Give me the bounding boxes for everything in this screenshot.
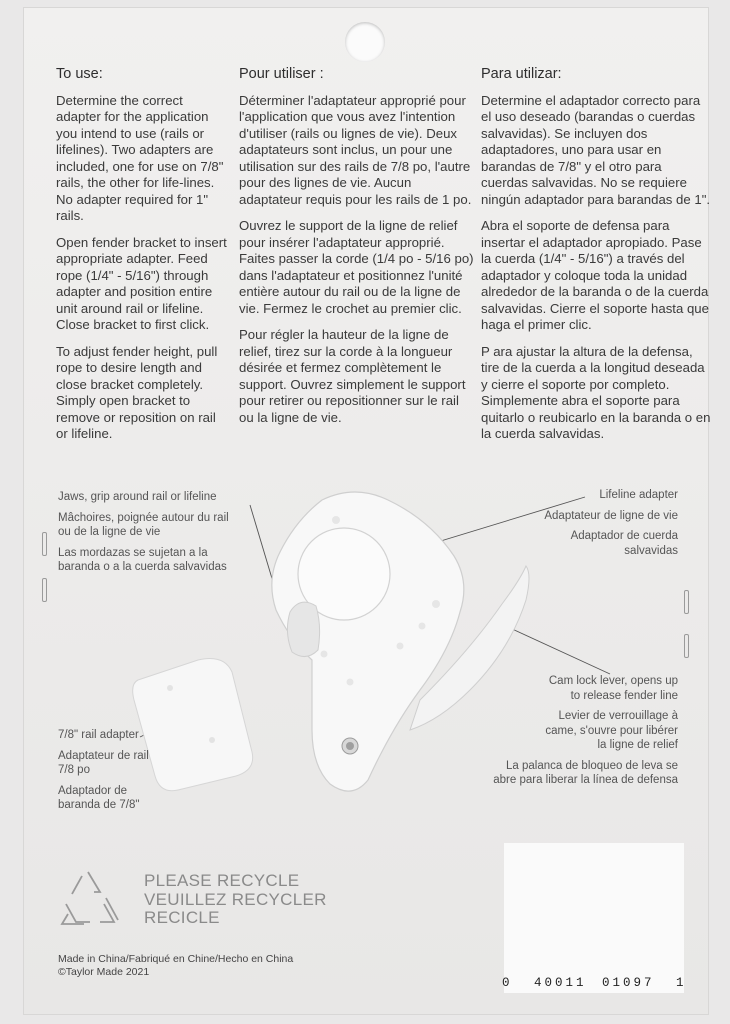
label-lifeline-es: Adaptador de cuerda salvavidas (570, 530, 678, 557)
heading-french: Pour utiliser : (239, 66, 324, 82)
barcode (504, 843, 684, 993)
footer (58, 953, 293, 979)
paragraph: To adjust fender height, pull rope to desire length and close bracket completely. Simply open bracket to remove or reposition on rail or lifeline. (56, 343, 218, 441)
recycle-line-en: PLEASE RECYCLE (144, 871, 300, 890)
paragraph: Open fender bracket to insert appropriate adapter. Feed rope (1/4" - 5/16") through adapter and position entire unit around rail or lifeline. Close bracket to first click. (56, 234, 227, 332)
barcode-check: 1 (676, 976, 684, 990)
rail-adapter-piece (133, 659, 253, 791)
label-rail-adapter (58, 728, 150, 819)
label-rail-es: Adaptador de baranda de 7/8" (58, 784, 140, 811)
leader-line-cam-lock (510, 628, 610, 674)
label-lifeline-fr: Adaptateur de ligne de vie (544, 509, 678, 522)
recycle-text (144, 872, 327, 928)
label-rail-fr: Adaptateur de rail 7/8 po (58, 749, 149, 776)
made-in-text: Made in China/Fabriqué en Chine/Hecho en China (58, 953, 294, 965)
copyright-text: ©Taylor Made 2021 (58, 966, 150, 978)
paragraph: P ara ajustar la altura de la defensa, tire de la cuerda a la longitud deseada y cierre el soporte por completo. Simplemente abra el soporte para quitarlo o reubicarlo en la baranda o en la cuerda salvavidas. (481, 343, 711, 441)
barcode-left-group: 40011 (534, 976, 587, 990)
label-cam-en: Cam lock lever, opens up to release fender line (548, 675, 678, 702)
label-cam-lock (486, 674, 678, 794)
label-jaws-en: Jaws, grip around rail or lifeline (58, 491, 217, 503)
label-rail-en: 7/8" rail adapter (58, 729, 139, 741)
label-jaws (58, 490, 240, 581)
paragraph: Determine el adaptador correcto para el uso deseado (barandas o cuerdas salvavidas). Se incluyen dos adaptadores, uno para usar en barandas de 7/8" y el otro para cuerdas salvavidas. No se requiere ningún adaptador para barandas de 1". (481, 92, 711, 207)
paragraph: Abra el soporte de defensa para insertar el adaptador apropiado. Pase la cuerda (1/4" - 5/16") a través del adaptador y coloque toda la unidad alrededor de la baranda o de la cuerda salvavidas. Cierre el soporte hasta que haga el primer clic. (481, 218, 709, 332)
recycle-line-fr: VEUILLEZ RECYCLER (144, 889, 327, 909)
paragraph: Pour régler la hauteur de la ligne de relief, tirez sur la corde à la longueur désirée et fermez complètement le support. Ouvrez simplement le support pour retirer ou repositionner sur le rail ou la ligne de vie. (239, 327, 466, 425)
label-cam-fr: Levier de verrouillage à came, s'ouvre pour libérer la ligne de relief (545, 710, 678, 751)
label-jaws-es: Las mordazas se sujetan a la baranda o a la cuerda salvavidas (58, 546, 227, 573)
heading-spanish: Para utilizar: (481, 66, 562, 82)
barcode-lead: 0 (502, 976, 510, 990)
label-lifeline-adapter (510, 488, 678, 564)
label-lifeline-en: Lifeline adapter (599, 489, 678, 501)
recycle-icon (62, 872, 118, 924)
barcode-right-group: 01097 (602, 976, 655, 990)
label-cam-es: La palanca de bloqueo de leva se abre para liberar la línea de defensa (493, 759, 678, 786)
heading-english: To use: (56, 66, 103, 82)
label-jaws-fr: Mâchoires, poignée autour du rail ou de la ligne de vie (58, 511, 229, 538)
paragraph: Determine the correct adapter for the application you intend to use (rails or lifelines). Two adapters are included, one for use on 7/8" rails, the other for life-lines. No adapter required for 1" rails. (56, 92, 224, 223)
paragraph: Ouvrez le support de la ligne de relief pour insérer l'adaptateur approprié. Faites passer la corde (1/4 po - 5/16 po) dans l'adaptateur et positionnez l'unité entière autour du rail ou de la ligne de vie. Fermez le crochet au premier clic. (239, 218, 474, 316)
recycle-line-es: RECICLE (144, 908, 220, 927)
paragraph: Déterminer l'adaptateur approprié pour l'application que vous avez l'intention d'utiliser (rails ou lignes de vie). Deux adaptateurs sont inclus, un pour une utilisation sur des rails de 7/8 po, l'autre pour des lignes de vie. Aucun adaptateur requis pour les rails de 1 po. (239, 92, 472, 207)
